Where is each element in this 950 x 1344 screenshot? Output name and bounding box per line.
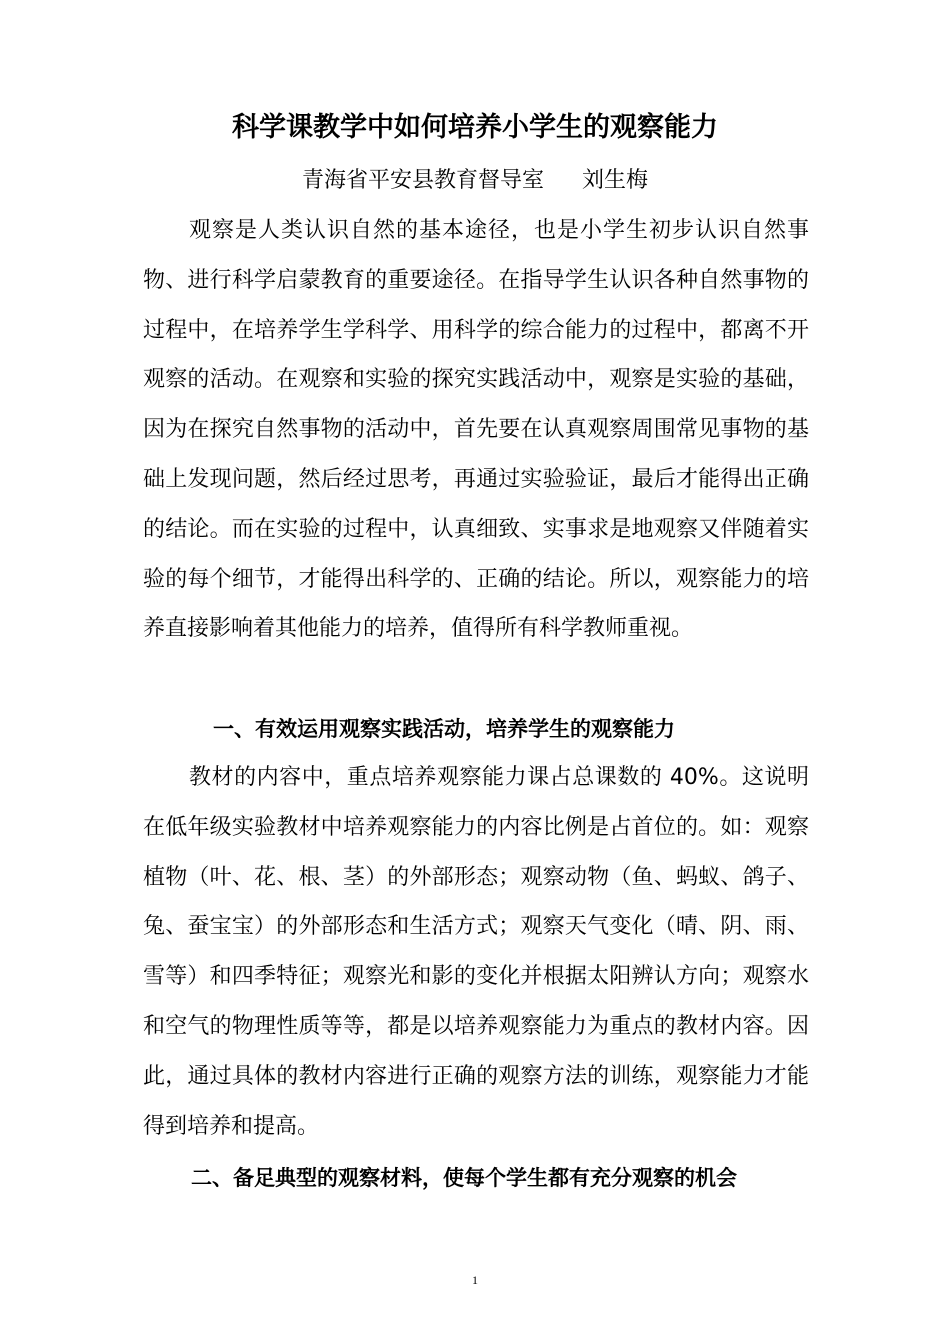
document-title: 科学课教学中如何培养小学生的观察能力 [232, 112, 718, 143]
section-heading-2: 二、备足典型的观察材料，使每个学生都有充分观察的机会 [191, 1166, 737, 1190]
author-line [0, 163, 950, 199]
author-name: 刘生梅 [582, 168, 649, 193]
page-number: 1 [472, 1273, 478, 1287]
paragraph-intro: 观察是人类认识自然的基本途径，也是小学生初步认识自然事物、进行科学启蒙教育的重要途径。在指导学生认识各种自然事物的过程中，在培养学生学科学、用科学的综合能力的过程中，都离不开观察的活动。在观察和实验的探究实践活动中，观察是实验的基础，因为在探究自然事物的活动中，首先要在认真观察周围常见事物的基础上发现问题，然后经过思考，再通过实验验证，最后才能得出正确的结论。而在实验的过程中，认真细致、实事求是地观察又伴随着实验的每个细节，才能得出科学的、正确的结论。所以，观察能力的培养直接影响着其他能力的培养，值得所有科学教师重视。 [143, 218, 809, 642]
section-heading-1: 一、有效运用观察实践活动，培养学生的观察能力 [213, 717, 675, 741]
paragraph-section-1: 教材的内容中，重点培养观察能力课占总课数的 40%。这说明在低年级实验教材中培养观察能力的内容比例是占首位的。如：观察植物（叶、花、根、茎）的外部形态；观察动物（鱼、蚂蚁、鸽子、兔、蚕宝宝）的外部形态和生活方式；观察天气变化（晴、阴、雨、雪等）和四季特征；观察光和影的变化并根据太阳辨认方向；观察水和空气的物理性质等等，都是以培养观察能力为重点的教材内容。因此，通过具体的教材内容进行正确的观察方法的训练，观察能力才能得到培养和提高。 [143, 765, 809, 1139]
author-organization: 青海省平安县教育督导室 [301, 168, 544, 193]
